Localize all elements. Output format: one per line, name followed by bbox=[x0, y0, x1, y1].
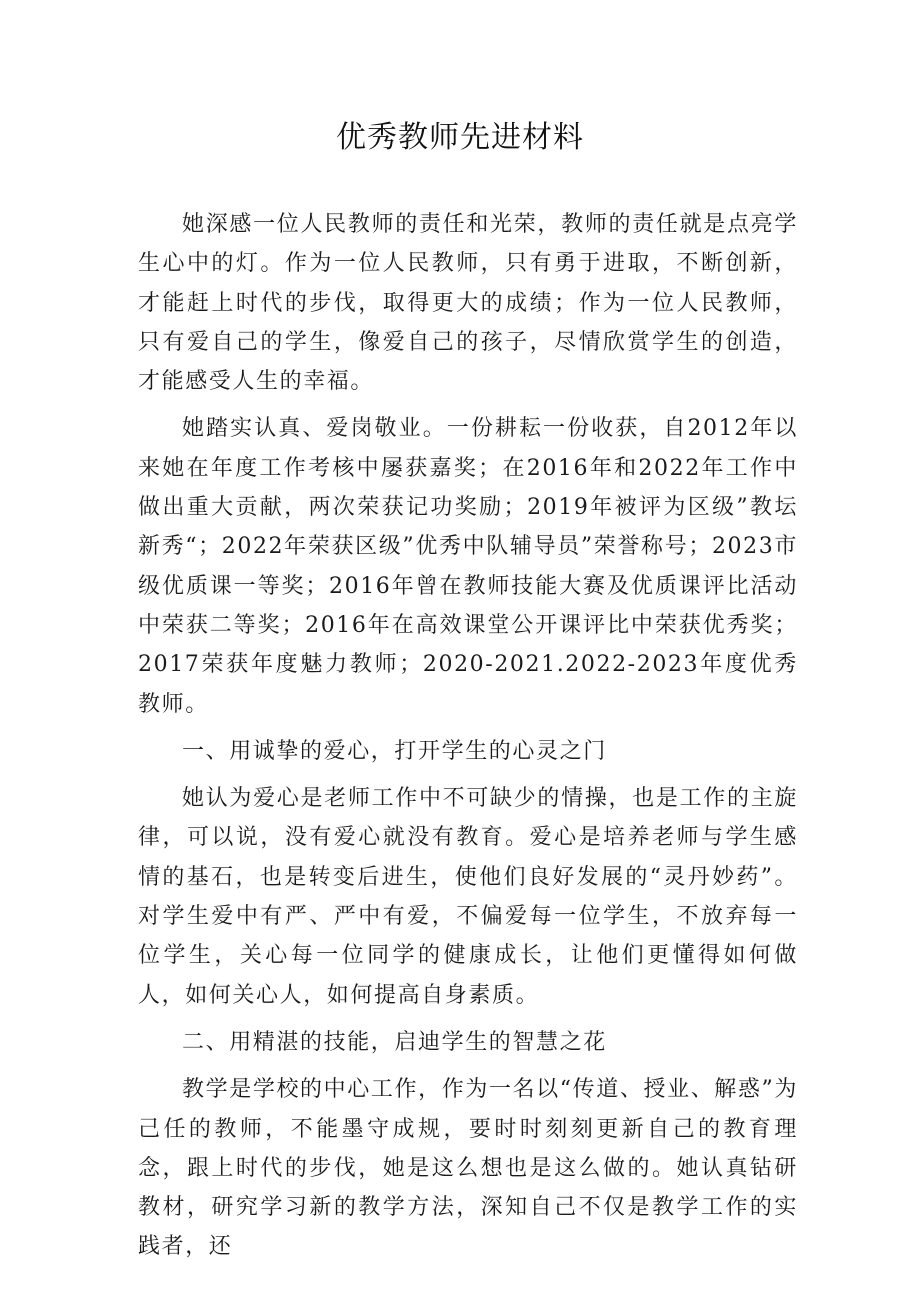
paragraph-love: 她认为爱心是老师工作中不可缺少的情操，也是工作的主旋律，可以说，没有爱心就没有教育。爱心是培养老师与学生感情的基石，也是转变后进生，使他们良好发展的“灵丹妙药”。对学生爱中有严、严中有爱，不偏爱每一位学生，不放弃每一位学生，关心每一位同学的健康成长，让他们更懂得如何做人，如何关心人，如何提高自身素质。 bbox=[138, 786, 798, 1008]
document-body bbox=[138, 205, 798, 1275]
paragraph-achievements: 她踏实认真、爱岗敬业。一份耕耘一份收获，自2012年以来她在年度工作考核中屡获嘉奖；在2016年和2022年工作中做出重大贡献，两次荣获记功奖励；2019年被评为区级”教坛新秀“；2022年荣获区级”优秀中队辅导员”荣誉称号；2023市级优质课一等奖；2016年曾在教师技能大赛及优质课评比活动中荣获二等奖；2016年在高效课堂公开课评比中荣获优秀奖；2017荣获年度魅力教师；2020-2021.2022-2023年度优秀教师。 bbox=[138, 416, 798, 717]
paragraph-teaching: 教学是学校的中心工作，作为一名以“传道、授业、解惑”为己任的教师，不能墨守成规，要时时刻刻更新自己的教育理念，跟上时代的步伐，她是这么想也是这么做的。她认真钻研教材，研究学习新的教学方法，深知自己不仅是教学工作的实践者，还 bbox=[138, 1077, 798, 1260]
section-heading-love: 一、用诚挚的爱心，打开学生的心灵之门 bbox=[182, 738, 607, 764]
section-heading-skill: 二、用精湛的技能，启迪学生的智慧之花 bbox=[182, 1029, 607, 1055]
document-title: 优秀教师先进材料 bbox=[336, 120, 584, 155]
paragraph-responsibility: 她深感一位人民教师的责任和光荣，教师的责任就是点亮学生心中的灯。作为一位人民教师，只有勇于进取，不断创新，才能赶上时代的步伐，取得更大的成绩；作为一位人民教师，只有爱自己的学生，像爱自己的孩子，尽情欣赏学生的创造，才能感受人生的幸福。 bbox=[138, 212, 798, 395]
